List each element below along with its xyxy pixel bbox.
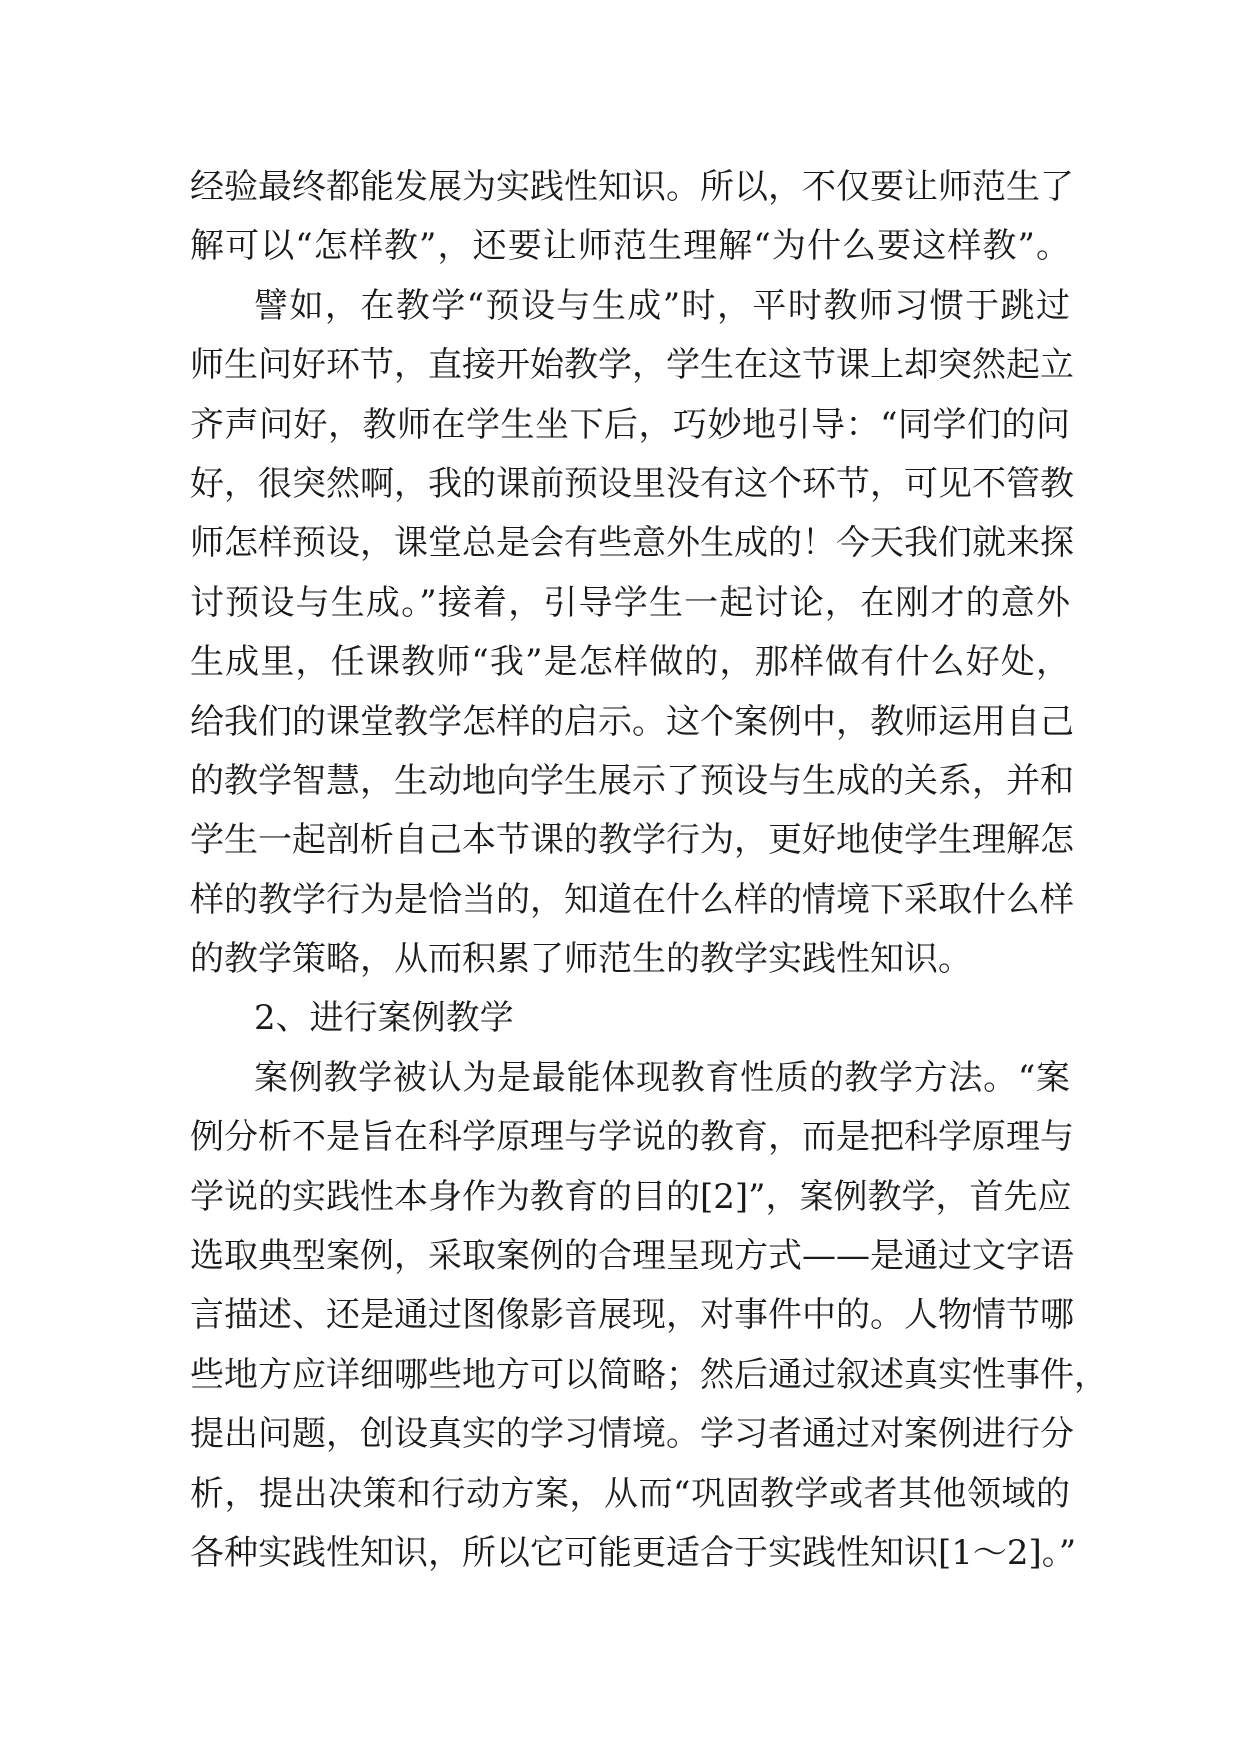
text-line: 样的教学行为是恰当的，知道在什么样的情境下采取什么样 <box>190 879 1074 920</box>
text-line: 的教学智慧，生动地向学生展示了预设与生成的关系，并和 <box>190 760 1074 801</box>
body-text <box>190 158 1108 1583</box>
text-line: 学说的实践性本身作为教育的目的[2]”，案例教学，首先应 <box>190 1176 1072 1217</box>
text-line: 提出问题，创设真实的学习情境。学习者通过对案例进行分 <box>190 1414 1074 1455</box>
paragraph-first-line: 譬如，在教学“预设与生成”时，平时教师习惯于跳过 <box>254 285 1070 326</box>
text-line: 的教学策略，从而积累了师范生的教学实践性知识。 <box>190 939 972 980</box>
paragraph-first-line: 案例教学被认为是最能体现教育性质的教学方法。“案 <box>254 1057 1070 1098</box>
text-line: 言描述、还是通过图像影音展现，对事件中的。人物情节哪 <box>190 1295 1074 1336</box>
text-line: 齐声问好，教师在学生坐下后，巧妙地引导：“同学们的问 <box>190 404 1070 445</box>
text-line: 讨预设与生成。”接着，引导学生一起讨论，在刚才的意外 <box>190 582 1070 623</box>
text-line: 各种实践性知识，所以它可能更适合于实践性知识[1～2]。” <box>190 1532 1077 1573</box>
text-line: 经验最终都能发展为实践性知识。所以，不仅要让师范生了 <box>190 167 1074 207</box>
text-line: 学生一起剖析自己本节课的教学行为，更好地使学生理解怎 <box>190 820 1074 861</box>
text-line: 选取典型案例，采取案例的合理呈现方式——是通过文字语 <box>190 1236 1074 1277</box>
text-line: 好，很突然啊，我的课前预设里没有这个环节，可见不管教 <box>190 463 1074 504</box>
text-line: 师怎样预设，课堂总是会有些意外生成的！今天我们就来探 <box>190 523 1074 564</box>
text-line: 给我们的课堂教学怎样的启示。这个案例中，教师运用自己 <box>190 701 1074 742</box>
text-line: 师生问好环节，直接开始教学，学生在这节课上却突然起立 <box>190 345 1074 386</box>
text-line: 生成里，任课教师“我”是怎样做的，那样做有什么好处， <box>190 642 1070 683</box>
text-line: 些地方应详细哪些地方可以简略；然后通过叙述真实性事件， <box>190 1354 1108 1395</box>
text-line: 解可以“怎样教”，还要让师范生理解“为什么要这样教”。 <box>190 226 1070 267</box>
section-heading: 2、进行案例教学 <box>254 998 514 1039</box>
text-line: 例分析不是旨在科学原理与学说的教育，而是把科学原理与 <box>190 1117 1074 1158</box>
text-line: 析，提出决策和行动方案，从而“巩固教学或者其他领域的 <box>190 1473 1070 1514</box>
